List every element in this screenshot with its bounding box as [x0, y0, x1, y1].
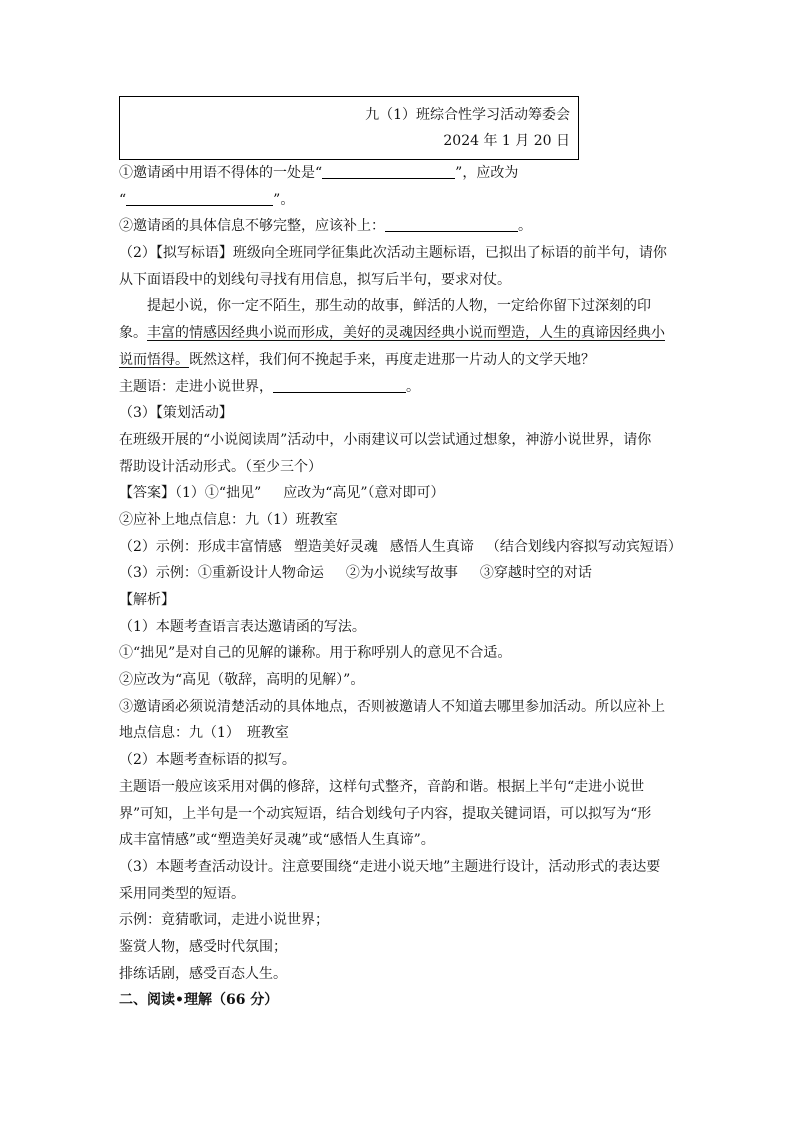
section-heading: 二、阅读•理解（66 分） [119, 992, 279, 1009]
answer-line2: ②应补上地点信息：九（1）班教室 [119, 511, 338, 528]
letter-signature-box [119, 96, 579, 160]
q2-passage-line2: 象。丰富的情感因经典小说而形成，美好的灵魂因经典小说而塑造，人生的真谛因经典小 [119, 325, 665, 342]
analysis-line: 采用同类型的短语。 [119, 885, 245, 902]
answer-line4: （3）示例：①重新设计人物命运 ②为小说续写故事 ③穿越时空的对话 [119, 565, 592, 582]
q1-item1-line2: “ ”。 [119, 191, 295, 208]
underlined-sentence: 丰富的情感因经典小说而形成，美好的灵魂因经典小说而塑造，人生的真谛因经典小 [147, 325, 665, 342]
analysis-line: （2）本题考查标语的拟写。 [119, 752, 296, 769]
analysis-line: 界”可知，上半句是一个动宾短语，结合划线句子内容，提取关键词语，可以拟写为“形 [119, 805, 652, 822]
committee-signature: 九（1）班综合性学习活动筹委会 [365, 107, 570, 123]
answer-line1: 【答案】（1）①“拙见” 应改为“高见”（意对即可） [119, 485, 445, 502]
q2-prompt-line2: 从下面语段中的划线句寻找有用信息，拟写后半句，要求对仗。 [119, 271, 511, 288]
analysis-line: 示例：竟猜歌词，走进小说世界； [119, 912, 329, 929]
underlined-sentence-end: 说而悟得。 [119, 351, 189, 368]
analysis-line: （3）本题考查活动设计。注意要围绕“走进小说天地”主题进行设计，活动形式的表达要 [119, 858, 661, 875]
q2-prompt-line1: （2）【拟写标语】班级向全班同学征集此次活动主题标语，已拟出了标语的前半句，请你 [119, 245, 667, 262]
analysis-title: 【解析】 [119, 592, 175, 608]
q2-passage-line1: 提起小说，你一定不陌生，那生动的故事，鲜活的人物，一定给你留下过深刻的印 [147, 298, 651, 315]
q3-prompt-line2: 帮助设计活动形式。（至少三个） [119, 458, 322, 475]
answer-blank [126, 190, 273, 206]
analysis-line: 鉴赏人物，感受时代氛围； [119, 938, 287, 955]
analysis-line: （1）本题考查语言表达邀请函的写法。 [119, 618, 366, 635]
document-body [119, 160, 699, 1014]
answer-blank [322, 163, 455, 179]
analysis-line: 排练话剧，感受百态人生。 [119, 965, 287, 982]
analysis-line: 成丰富情感”或“塑造美好灵魂”或“感悟人生真谛”。 [119, 832, 435, 849]
analysis-line: 主题语一般应该采用对偶的修辞，这样句式整齐，音韵和谐。根据上半句“走进小说世 [119, 778, 645, 795]
q3-prompt-line1: 在班级开展的“小说阅读周”活动中，小雨建议可以尝试通过想象，神游小说世界，请你 [119, 431, 652, 448]
analysis-line: 地点信息：九（1） 班教室 [119, 725, 289, 742]
answer-blank [273, 377, 406, 393]
answer-blank [385, 216, 518, 232]
analysis-line: ②应改为“高见（敬辞，高明的见解）”。 [119, 672, 365, 689]
q3-title: （3）【策划活动】 [119, 405, 233, 422]
analysis-line: ①“拙见”是对自己的见解的谦称。用于称呼别人的意见不合适。 [119, 645, 512, 662]
analysis-line: ③邀请函必须说清楚活动的具体地点，否则被邀请人不知道去哪里参加活动。所以应补上 [119, 698, 665, 715]
q1-item2: ②邀请函的具体信息不够完整，应该补上： 。 [119, 218, 532, 235]
q1-item1-line1: ①邀请函中用语不得体的一处是“ ”，应改为 [119, 165, 519, 181]
answer-line3: （2）示例：形成丰富情感 塑造美好灵魂 感悟人生真谛 （结合划线内容拟写动宾短语） [119, 538, 682, 555]
q2-passage-line3: 说而悟得。既然这样，我们何不挽起手来，再度走进那一片动人的文学天地？ [119, 351, 595, 368]
letter-date: 2024 年 1 月 20 日 [443, 133, 570, 149]
q2-theme-line: 主题语：走进小说世界， 。 [119, 378, 420, 395]
